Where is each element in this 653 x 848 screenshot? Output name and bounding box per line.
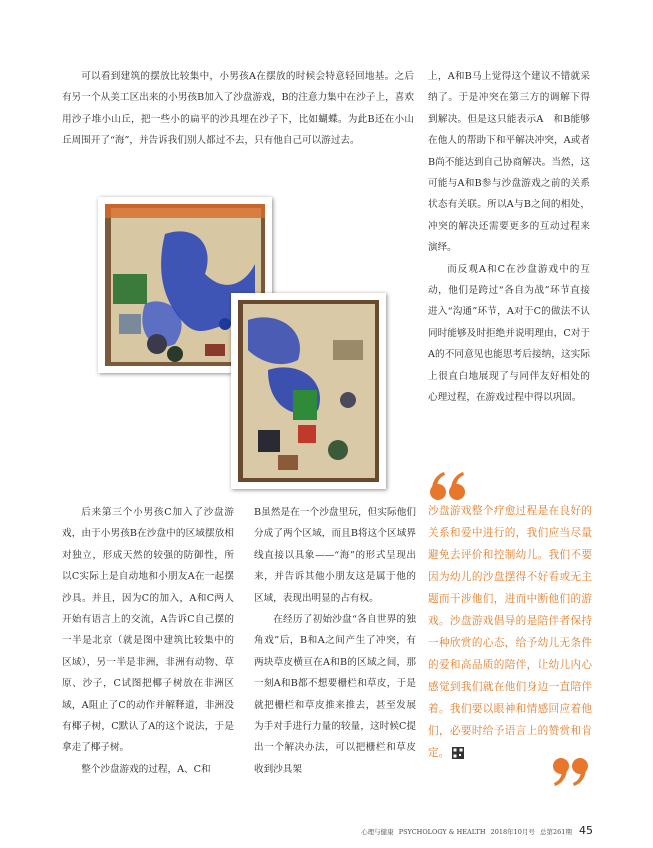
bottom-left-paragraph-2: 整个沙盘游戏的过程，A、C和	[81, 763, 211, 775]
bottom-middle-paragraph-1: B虽然是在一个沙盘里玩，但实际他们分成了两个区域，而且B将这个区域界线直接以具象——“海”的形式呈现出来，并告诉其他小朋友这是属于他的区域，表现出明显的占有权。	[254, 507, 416, 604]
right-paragraph-2: 而反观A和C在沙盘游戏中的互动，他们是跨过“各自为战”环节直接进入“沟通”环节，A对于C的做法不认同时能够及时拒绝并说明理由，C对于A的不同意见也能思考后接纳，这实际上很直白地展现了与同伴友好相处的心理过程，在游戏过程中得以巩固。	[428, 263, 590, 404]
top-paragraph-column	[62, 66, 414, 152]
right-column	[428, 66, 590, 409]
footer-magazine-en: PSYCHOLOGY & HEALTH	[398, 828, 486, 836]
footer-total: 总第261期	[540, 828, 572, 836]
pull-quote	[428, 500, 592, 764]
right-paragraph-1: 上，A和B马上觉得这个建议不错就采纳了。于是冲突在第三方的调解下得到解决。但是这只能表示A 和B能够在他人的帮助下和平解决冲突，A或者B尚不能达到自己协商解决。当然，这可能与A和B参与沙盘游戏之前的关系状态有关联。所以A与B之间的相处，冲突的解决还需要更多的互动过程来演绎。	[428, 71, 590, 254]
sandtray-photo-2	[231, 293, 386, 489]
closing-quote-icon	[551, 752, 591, 792]
page-number: 45	[579, 824, 593, 837]
bottom-left-column-2	[254, 502, 416, 780]
page-footer	[358, 824, 593, 837]
bottom-middle-paragraph-2: 在经历了初始沙盘“各自世界的独角戏”后，B和A之间产生了冲突，有两块草皮横亘在A和B的区域之间，那一刻A和B都不想要栅栏和草皮，于是就把栅栏和草皮推来推去，甚至发展为手对手进行力量的较量，这时候C提出一个解决办法，可以把栅栏和草皮收到沙具架	[254, 614, 416, 775]
bottom-left-column-1	[62, 502, 234, 780]
top-paragraph: 可以看到建筑的摆放比较集中，小男孩A在摆放的时候会特意轻回地基。之后有另一个从美工区出来的小男孩B加入了沙盘游戏，B的注意力集中在沙子上，喜欢用沙子堆小山丘，把一些小的扁平的沙具埋在沙子下，比如蝴蝶。为此B还在小山丘周围开了“海”，并告诉我们别人都过不去，只有他自己可以游过去。	[62, 71, 414, 147]
bottom-left-paragraph-1: 后来第三个小男孩C加入了沙盘游戏，由于小男孩B在沙盘中的区域摆放相对独立，形成天然的较强的防御性，所以C实际上是自动地和小朋友A在一起摆沙具。并且，因为C的加入，A和C两人开始有语言上的交流，A告诉C自己摆的一半是北京（就是图中建筑比较集中的区域），另一半是非洲，非洲有动物、草原、沙子，C试图把椰子树放在非洲区域，A阻止了C的动作并解释道，非洲没有椰子树，C默认了A的这个说法，于是拿走了椰子树。	[62, 507, 234, 754]
footer-magazine-cn: 心理与健康	[361, 828, 394, 836]
sandtray-image-2	[238, 300, 379, 482]
pull-quote-text: 沙盘游戏整个疗愈过程是在良好的关系和爱中进行的，我们应当尽量避免去评价和控制幼儿。我们不要因为幼儿的沙盘摆得不好看或无主题而干涉他们，进而中断他们的游戏。沙盘游戏倡导的是陪伴者保持一种欣赏的心态，给予幼儿无条件的爱和高品质的陪伴，让幼儿内心感觉到我们就在他们身边一直陪伴着。我们要以眼神和情感回应着他们，必要时给予语言上的赞赏和肯定。	[428, 505, 592, 759]
qr-code-end-icon	[452, 747, 464, 759]
footer-issue: 2018年10月号	[490, 828, 535, 836]
